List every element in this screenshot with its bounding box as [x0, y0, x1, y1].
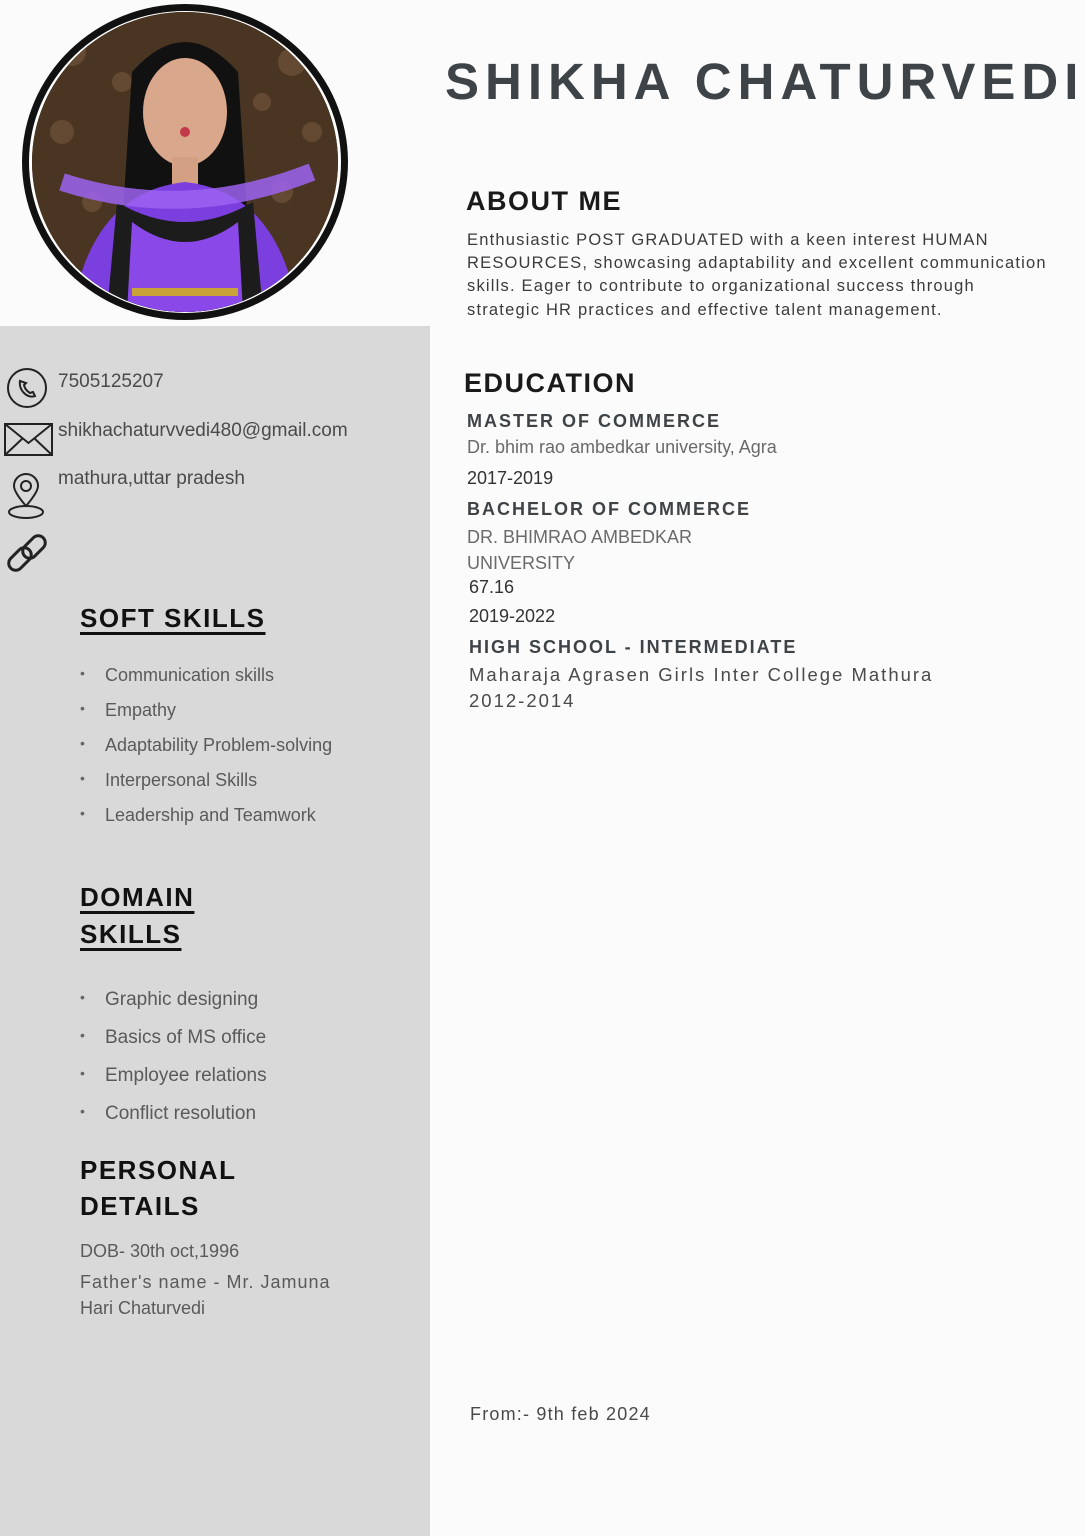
edu-degree-masters: MASTER OF COMMERCE — [467, 411, 721, 431]
domain-skill-item: • Conflict resolution — [80, 1103, 267, 1125]
edu-degree-school: HIGH SCHOOL - INTERMEDIATE — [469, 637, 798, 657]
location-pin-icon — [4, 470, 48, 527]
domain-skills-list — [80, 989, 267, 1125]
about-heading: ABOUT ME — [466, 186, 622, 216]
edu-institution-bachelors-line2: UNIVERSITY — [467, 553, 576, 573]
from-date: From:- 9th feb 2024 — [470, 1404, 651, 1424]
personal-heading-line1: PERSONAL — [80, 1155, 237, 1185]
edu-degree-bachelors: BACHELOR OF COMMERCE — [467, 499, 751, 519]
soft-skills-heading: SOFT SKILLS — [80, 603, 266, 633]
soft-skill-item: • Adaptability Problem-solving — [80, 735, 332, 756]
soft-skill-item: • Leadership and Teamwork — [80, 805, 332, 826]
soft-skill-item: • Empathy — [80, 700, 332, 721]
link-icon[interactable] — [4, 530, 50, 583]
candidate-name: SHIKHA CHATURVEDI — [445, 53, 1085, 110]
education-heading: EDUCATION — [464, 368, 636, 398]
personal-father-line1: Father's name - Mr. Jamuna — [80, 1272, 331, 1292]
soft-skills-list — [80, 665, 332, 826]
sidebar — [0, 326, 430, 1536]
personal-dob: DOB- 30th oct,1996 — [80, 1241, 240, 1261]
soft-skill-item: • Interpersonal Skills — [80, 770, 332, 791]
edu-score-bachelors: 67.16 — [469, 577, 515, 597]
personal-heading-line2: DETAILS — [80, 1191, 200, 1221]
domain-skills-heading-line1: DOMAIN — [80, 882, 195, 912]
edu-institution-masters: Dr. bhim rao ambedkar university, Agra — [467, 437, 777, 457]
edu-institution-school: Maharaja Agrasen Girls Inter College Mathura — [469, 664, 934, 685]
soft-skill-item: • Communication skills — [80, 665, 332, 686]
about-text: Enthusiastic POST GRADUATED with a keen interest HUMAN RESOURCES, showcasing adaptability and excellent communication skills. Eager to contribute to organizational success through strategic HR practices and effective talent management. — [467, 231, 1047, 319]
contact-email[interactable]: shikhachaturvvedi480@gmail.com — [58, 420, 348, 441]
domain-skills-heading-line2: SKILLS — [80, 919, 182, 949]
contact-location: mathura,uttar pradesh — [58, 468, 245, 489]
domain-skill-item: • Basics of MS office — [80, 1027, 267, 1049]
edu-years-masters: 2017-2019 — [467, 468, 554, 488]
domain-skill-item: • Employee relations — [80, 1065, 267, 1087]
edu-years-school: 2012-2014 — [469, 690, 576, 711]
profile-photo — [32, 12, 338, 312]
personal-father-line2: Hari Chaturvedi — [80, 1298, 206, 1318]
mail-icon — [4, 421, 54, 464]
edu-years-bachelors: 2019-2022 — [469, 606, 556, 626]
contact-phone[interactable]: 7505125207 — [58, 371, 164, 392]
edu-institution-bachelors-line1: DR. BHIMRAO AMBEDKAR — [467, 527, 693, 547]
domain-skill-item: • Graphic designing — [80, 989, 267, 1011]
phone-icon — [4, 366, 48, 415]
